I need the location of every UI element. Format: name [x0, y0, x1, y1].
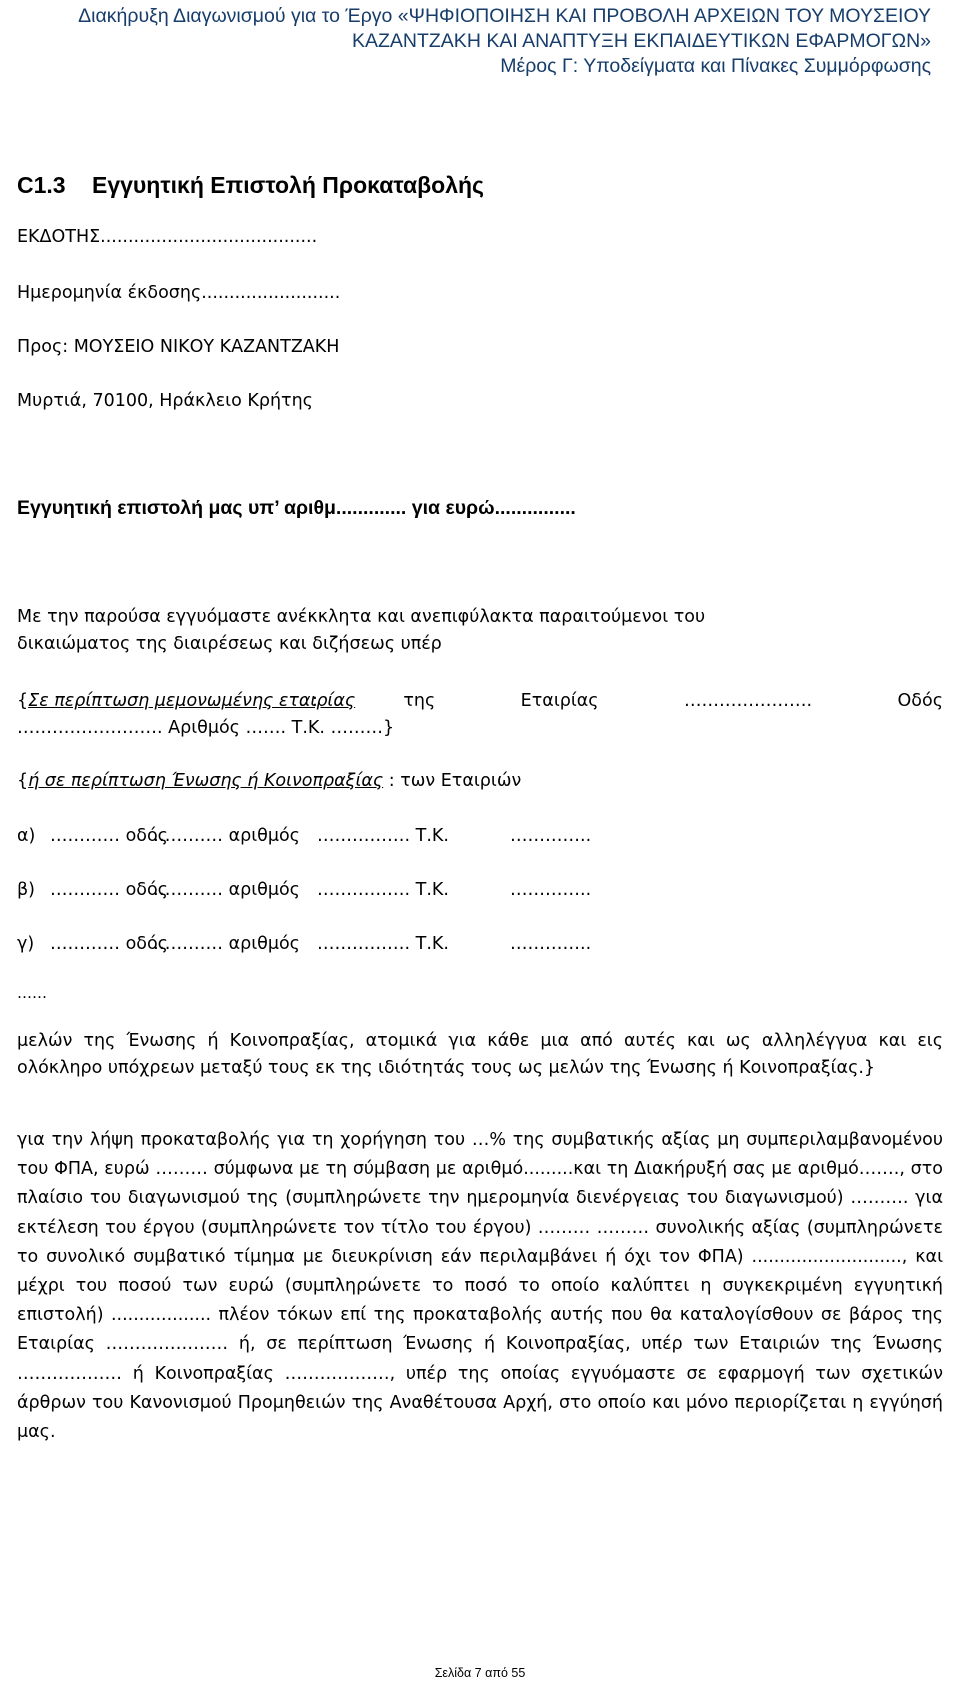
header-line-2: ΚΑΖΑΝΤΖΑΚΗ ΚΑΙ ΑΝΑΠΤΥΞΗ ΕΚΠΑΙΔΕΥΤΙΚΩΝ ΕΦΑΡΜΟΓΩΝ»: [351, 30, 931, 52]
single-company-clause: [17, 688, 943, 742]
address-line: Μυρτιά, 70100, Ηράκλειο Κρήτης: [17, 391, 313, 411]
member-name-field: ………… οδός: [50, 934, 168, 954]
section-heading: [17, 172, 484, 199]
open-brace: {: [17, 771, 29, 791]
member-label: α): [17, 826, 36, 846]
member-name-field: ………… οδός: [50, 880, 168, 900]
member-postcode-field: …………..: [510, 934, 592, 954]
member-number-field: ……………. Τ.Κ.: [317, 934, 449, 954]
member-row: [17, 880, 591, 900]
single-company-text-1: : της Εταιρίας …………………. Οδός: [312, 691, 943, 711]
section-title: Εγγυητική Επιστολή Προκαταβολής: [92, 172, 484, 198]
member-label: β): [17, 880, 35, 900]
intro-line-1: Με την παρούσα εγγυόμαστε ανέκκλητα και ανεπιφύλακτα παραιτούμενοι του: [17, 607, 706, 627]
open-brace: {: [17, 691, 29, 711]
member-postcode-field: …………..: [510, 880, 592, 900]
single-company-case-label: Σε περίπτωση μεμονωμένης εταιρίας: [28, 691, 356, 711]
member-postcode-field: …………..: [510, 826, 592, 846]
document-header: [78, 4, 931, 79]
member-street-field: ………… αριθμός: [153, 934, 300, 954]
page-number-footer: Σελίδα 7 από 55: [434, 1666, 526, 1680]
member-street-field: ………… αριθμός: [153, 826, 300, 846]
header-line-1: Διακήρυξη Διαγωνισμού για το Έργο «ΨΗΦΙΟΠΟΙΗΣΗ ΚΑΙ ΠΡΟΒΟΛΗ ΑΡΧΕΙΩΝ ΤΟΥ ΜΟΥΣΕΙΟΥ: [78, 5, 931, 27]
header-line-3: Μέρος Γ: Υποδείγματα και Πίνακες Συμμόρφωσης: [500, 55, 931, 77]
joint-venture-text: : των Εταιριών: [383, 771, 522, 791]
member-row: [17, 826, 591, 846]
member-name-field: ………… οδός: [50, 826, 168, 846]
section-number: C1.3: [17, 172, 66, 198]
recipient-line: Προς: ΜΟΥΣΕΙΟ ΝΙΚΟΥ ΚΑΖΑΝΤΖΑΚΗ: [17, 337, 340, 357]
member-label: γ): [17, 934, 35, 954]
member-street-field: ………… αριθμός: [153, 880, 300, 900]
ellipsis-line: ……: [17, 984, 47, 1002]
member-number-field: ……………. Τ.Κ.: [317, 880, 449, 900]
single-company-text-2: ……………………. Αριθμός ……. Τ.Κ. ………}: [17, 718, 395, 738]
issuer-line: ΕΚΔΟΤΗΣ.......................................: [17, 227, 318, 247]
joint-venture-case-label: ή σε περίπτωση Ένωσης ή Κοινοπραξίας: [28, 771, 384, 791]
issue-date-line: Ημερομηνία έκδοσης.........................: [17, 283, 341, 303]
letter-reference: Εγγυητική επιστολή μας υπ’ αριθμ............. για ευρώ...............: [17, 497, 576, 519]
members-liability-paragraph: μελών της Ένωσης ή Κοινοπραξίας, ατομικά για κάθε μια από αυτές και ως αλληλέγγυα και εις ολόκληρο υπόχρεων μεταξύ τους εκ της ιδιότητάς τους ως μελών της Ένωσης ή Κοινοπραξίας.}: [17, 1031, 943, 1078]
joint-venture-clause: [17, 770, 521, 792]
member-row: [17, 934, 591, 954]
member-number-field: ……………. Τ.Κ.: [317, 826, 449, 846]
main-paragraph: για την λήψη προκαταβολής για τη χορήγηση του …% της συμβατικής αξίας μη συμπεριλαμβανομένου του ΦΠΑ, ευρώ ……… σύμφωνα με τη σύμβαση με αριθμό.........και τη Διακήρυξή σας με αριθμό……., στο πλαίσιο του διαγωνισμού της (συμπληρώνετε την ημερομηνία διενέργειας του διαγωνισμού) ………. για εκτέλεση του έργου (συμπληρώνετε τον τίτλο του έργου) ……… ……… συνολικής αξίας (συμπληρώνετε το συνολικό συμβατικό τίμημα με διευκρίνιση εάν περιλαμβάνει ή όχι τον ΦΠΑ) ..........................., και μέχρι του ποσού των ευρώ (συμπληρώνετε το ποσό το οποίο καλύπτει η συγκεκριμένη εγγυητική επιστολή) .................. πλέον τόκων επί της προκαταβολής αυτής που θα καταλογίσθουν σε βάρος της Εταιρίας ………………… ή, σε περίπτωση Ένωσης ή Κοινοπραξίας, υπέρ των Εταιριών της Ένωσης ……………… ή Κοινοπραξίας ………………, υπέρ της οποίας εγγυόμαστε σε εφαρμογή των σχετικών άρθρων του Κανονισμού Προμηθειών της Αναθέτουσα Αρχή, στο οποίο και μόνο περιορίζεται η εγγύησή μας.: [17, 1130, 943, 1443]
intro-line-2: δικαιώματος της διαιρέσεως και διζήσεως υπέρ: [17, 634, 442, 654]
